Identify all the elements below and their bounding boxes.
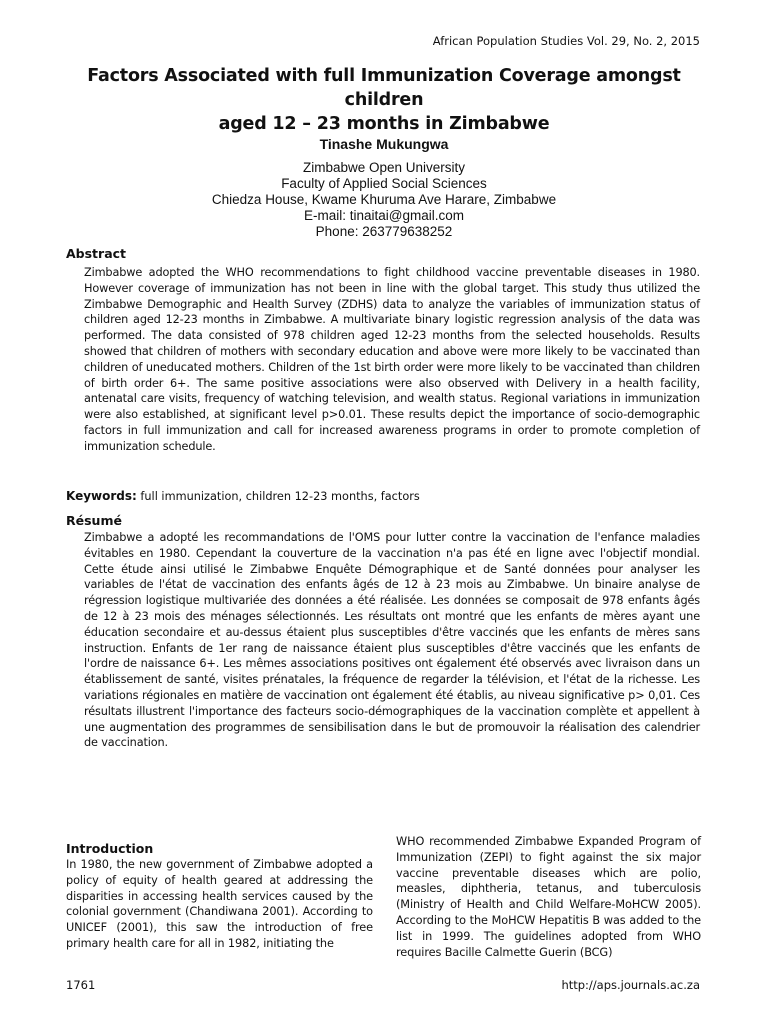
resume-text: Zimbabwe a adopté les recommandations de l'OMS pour lutter contre la vaccination de l'enfance maladies évitables en 1980. Cependant la couverture de la vaccination n'a pas été en ligne avec l'objectif mondial. Cette étude ainsi utilisé le Zimbabwe Enquête Démographique et de Santé données pour analyser les variables de l'état de vaccination des enfants âgés de 12 à 23 mois au Zimbabwe. Un binaire analyse de régression logistique multivariée des données a été réalisée. Les données se composait de 978 enfants âgés de 12 à 23 mois des ménages sélectionnés. Les résultats ont montré que les enfants de mères ayant une éducation secondaire et au-dessus étaient plus susceptibles d'être vaccinés que les enfants de mères sans instruction. Enfants de 1er rang de naissance étaient plus susceptibles d'être vaccinés que les enfants de l'ordre de naissance 6+. Les mêmes associations positives ont également été observés avec livraison dans un établissement de santé, visites prénatales, la fréquence de regarder la télévision, et l'état de la richesse. Les variations régionales en matière de vaccination ont également été établis, au niveau significative p> 0,01. Ces résultats illustrent l'importance des facteurs socio-démographiques de la vaccination complète et appellent à une augmentation des programmes de sensibilisation dans le but de promouvoir la réalisation des calendrier de vaccination. [84, 531, 700, 750]
abstract-text: Zimbabwe adopted the WHO recommendations to fight childhood vaccine preventable diseases in 1980. However coverage of immunization has not been in line with the global target. This study thus utilized the Zimbabwe Demographic and Health Survey (ZDHS) data to analyze the variables of immunization status of children aged 12-23 months in Zimbabwe. A multivariate binary logistic regression analysis of the data was performed. The data consisted of 978 children aged 12-23 months from the selected households. Results showed that children of mothers with secondary education and above were more likely to be vaccinated than children of uneducated mothers. Children of the 1st birth order were more likely to be vaccinated than children of birth order 6+. The same positive associations were also observed with Delivery in a health facility, antenatal care visits, frequency of watching television, and wealth status. Regional variations in immunization were also established, at significant level p>0.01. These results depict the importance of socio-demographic factors in full immunization and call for increased awareness programs in order to promote completion of immunization schedule. [84, 266, 700, 453]
journal-url[interactable]: http://aps.journals.ac.za [561, 978, 700, 992]
journal-citation: African Population Studies Vol. 29, No. 2, 2015 [432, 34, 700, 48]
affiliation-address: Chiedza House, Kwame Khuruma Ave Harare, Zimbabwe [211, 192, 557, 207]
affiliation-phone: Phone: 263779638252 [315, 224, 453, 239]
paper-title [60, 64, 708, 136]
introduction-heading: Introduction [66, 841, 154, 856]
page-number: 1761 [66, 978, 96, 992]
affiliation-university: Zimbabwe Open University [302, 160, 466, 175]
title-line-2: aged 12 – 23 months in Zimbabwe [218, 114, 550, 134]
keywords-text: full immunization, children 12-23 months, factors [140, 490, 420, 503]
affiliation-email: E-mail: tinaitai@gmail.com [304, 208, 464, 223]
keywords [66, 489, 420, 503]
keywords-label: Keywords: [66, 489, 137, 503]
resume-heading: Résumé [66, 513, 122, 528]
introduction-left-column: In 1980, the new government of Zimbabwe adopted a policy of equity of health geared at addressing the disparities in accessing health services caused by the colonial government (Chandiwana 2001). According to UNICEF (2001), this saw the introduction of free primary health care for all in 1982, initiating the [66, 858, 373, 950]
introduction-right-column: WHO recommended Zimbabwe Expanded Program of Immunization (ZEPI) to fight against the six major vaccine preventable diseases which are polio, measles, diphtheria, tetanus, and tuberculosis (Ministry of Health and Child Welfare-MoHCW 2005). According to the MoHCW Hepatitis B was added to the list in 1999. The guidelines adopted from WHO requires Bacille Calmette Guerin (BCG) [396, 835, 701, 959]
affiliation-faculty: Faculty of Applied Social Sciences [281, 176, 487, 191]
author-affiliation [0, 160, 768, 240]
author-name: Tinashe Mukungwa [319, 136, 449, 152]
title-line-1: Factors Associated with full Immunization Coverage amongst children [87, 66, 681, 110]
abstract-heading: Abstract [66, 246, 127, 261]
